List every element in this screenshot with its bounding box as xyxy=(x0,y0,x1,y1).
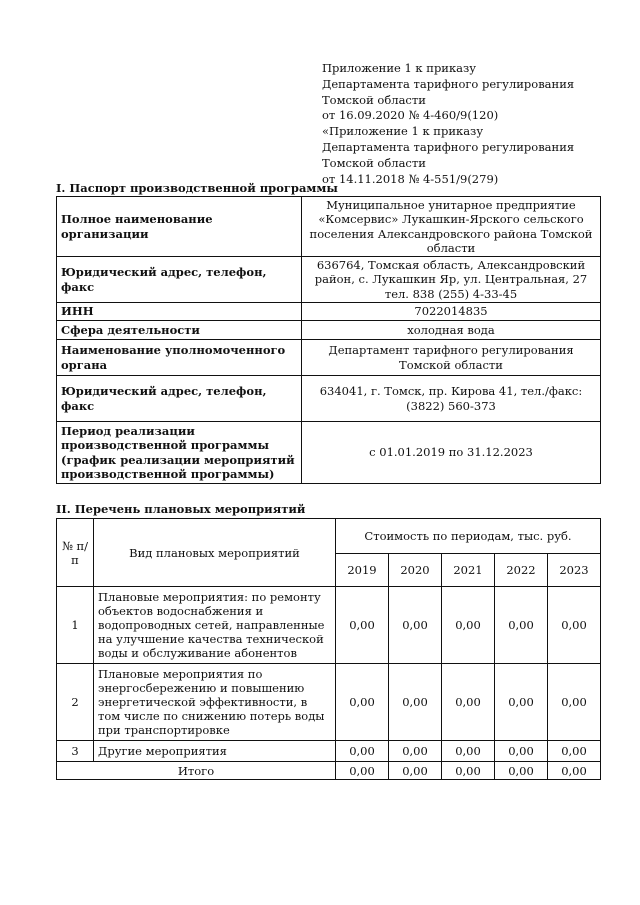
row-number: 3 xyxy=(57,741,94,762)
column-header-name: Вид плановых мероприятий xyxy=(94,519,336,587)
total-cell: 0,00 xyxy=(442,762,495,780)
passport-label: Полное наименование организации xyxy=(57,197,302,257)
header-line: от 16.09.2020 № 4-460/9(120) xyxy=(322,108,499,123)
passport-value: 636764, Томская область, Александровский район, с. Лукашкин Яр, ул. Центральная, 27 тел. 838 (255) 4-33-45 xyxy=(302,257,601,303)
passport-label: Сфера деятельности xyxy=(57,321,302,340)
passport-row xyxy=(57,376,601,422)
section-1-title: I. Паспорт производственной программы xyxy=(56,181,338,195)
cost-cell: 0,00 xyxy=(495,664,548,741)
cost-cell: 0,00 xyxy=(548,587,601,664)
header-line: Департамента тарифного регулирования xyxy=(322,76,575,91)
total-label: Итого xyxy=(57,762,336,780)
cost-cell: 0,00 xyxy=(442,741,495,762)
passport-row xyxy=(57,422,601,484)
passport-label: ИНН xyxy=(57,303,302,321)
cost-cell: 0,00 xyxy=(389,664,442,741)
year-header: 2020 xyxy=(389,554,442,587)
cost-cell: 0,00 xyxy=(336,741,389,762)
cost-cell: 0,00 xyxy=(548,664,601,741)
cost-cell: 0,00 xyxy=(548,741,601,762)
year-header: 2021 xyxy=(442,554,495,587)
passport-value: холодная вода xyxy=(302,321,601,340)
column-header-number: № п/п xyxy=(57,519,94,587)
passport-value: Департамент тарифного регулирования Томской области xyxy=(302,340,601,376)
cost-cell: 0,00 xyxy=(495,741,548,762)
passport-row xyxy=(57,321,601,340)
measure-name: Плановые мероприятия: по ремонту объектов водоснабжения и водопроводных сетей, направленные на улучшение качества технической воды и обслуживание абонентов xyxy=(94,587,336,664)
passport-value: 634041, г. Томск, пр. Кирова 41, тел./факс: (3822) 560-373 xyxy=(302,376,601,422)
passport-label: Наименование уполномоченного органа xyxy=(57,340,302,376)
passport-row xyxy=(57,303,601,321)
cost-cell: 0,00 xyxy=(442,587,495,664)
row-number: 2 xyxy=(57,664,94,741)
cost-cell: 0,00 xyxy=(336,664,389,741)
column-header-cost: Стоимость по периодам, тыс. руб. xyxy=(336,519,601,554)
total-cell: 0,00 xyxy=(548,762,601,780)
passport-label: Юридический адрес, телефон, факс xyxy=(57,257,302,303)
year-header: 2019 xyxy=(336,554,389,587)
cost-cell: 0,00 xyxy=(389,741,442,762)
total-row xyxy=(57,762,601,780)
header-line: Томской области xyxy=(322,155,426,170)
passport-value: Муниципальное унитарное предприятие «Комсервис» Лукашкин-Ярского сельского поселения Александровского района Томской области xyxy=(302,197,601,257)
cost-cell: 0,00 xyxy=(495,587,548,664)
header-line: от 14.11.2018 № 4-551/9(279) xyxy=(322,171,499,186)
cost-cell: 0,00 xyxy=(389,587,442,664)
passport-row xyxy=(57,257,601,303)
passport-row xyxy=(57,340,601,376)
total-cell: 0,00 xyxy=(389,762,442,780)
passport-label: Юридический адрес, телефон, факс xyxy=(57,376,302,422)
measures-table xyxy=(56,518,601,780)
table-row xyxy=(57,587,601,664)
measures-header-row xyxy=(57,519,601,554)
total-cell: 0,00 xyxy=(495,762,548,780)
order-header xyxy=(322,61,622,187)
passport-table xyxy=(56,196,601,484)
cost-cell: 0,00 xyxy=(442,664,495,741)
passport-row xyxy=(57,197,601,257)
year-header: 2022 xyxy=(495,554,548,587)
total-cell: 0,00 xyxy=(336,762,389,780)
header-line: Департамента тарифного регулирования xyxy=(322,139,575,154)
measure-name: Плановые мероприятия по энергосбережению и повышению энергетической эффективности, в том числе по снижению потерь воды при транспортировке xyxy=(94,664,336,741)
measure-name: Другие мероприятия xyxy=(94,741,336,762)
table-row xyxy=(57,664,601,741)
passport-value: 7022014835 xyxy=(302,303,601,321)
cost-cell: 0,00 xyxy=(336,587,389,664)
passport-value: с 01.01.2019 по 31.12.2023 xyxy=(302,422,601,484)
table-row xyxy=(57,741,601,762)
section-2-title: II. Перечень плановых мероприятий xyxy=(56,502,306,516)
row-number: 1 xyxy=(57,587,94,664)
year-header: 2023 xyxy=(548,554,601,587)
passport-label: Период реализации производственной программы (график реализации мероприятий производственной программы) xyxy=(57,422,302,484)
header-line: «Приложение 1 к приказу xyxy=(322,124,484,139)
header-line: Томской области xyxy=(322,92,426,107)
header-line: Приложение 1 к приказу xyxy=(322,61,477,75)
